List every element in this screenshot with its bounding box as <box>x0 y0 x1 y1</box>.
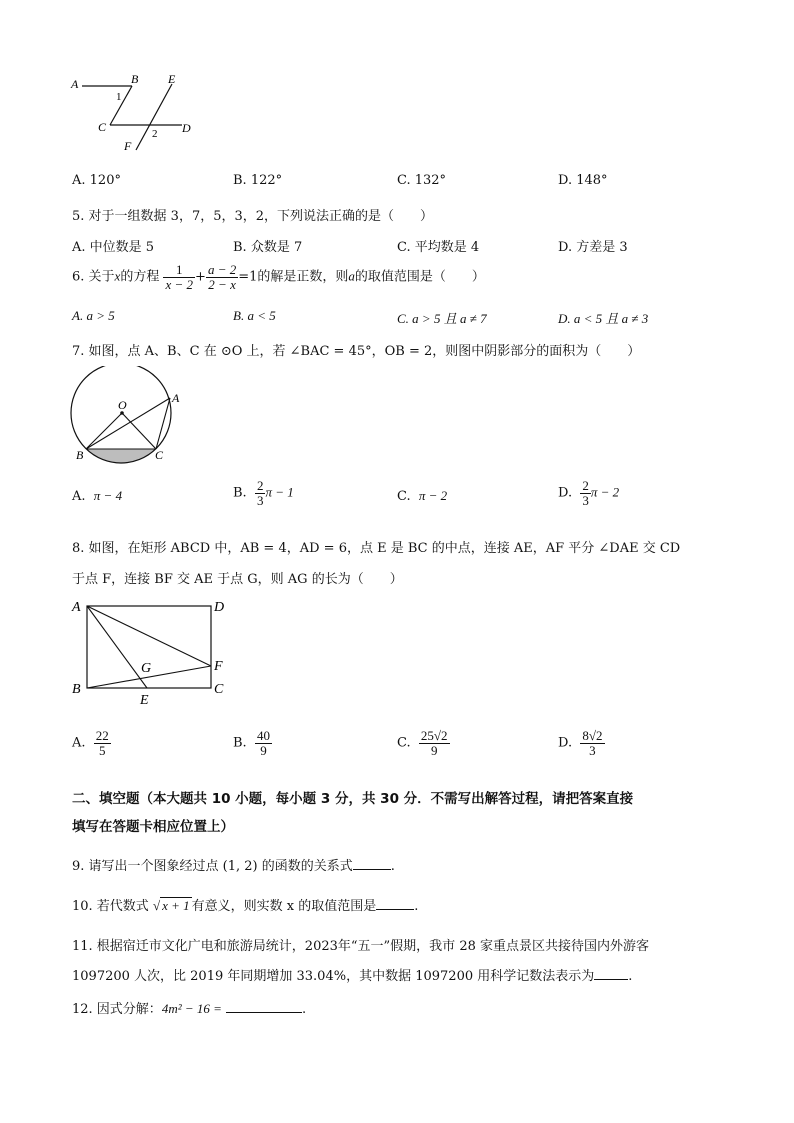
q8-option-d: D. $\frac{8√2}{3}$ <box>558 728 603 758</box>
q4-option-a: A. 120° <box>72 173 121 188</box>
circle-figure <box>66 366 190 466</box>
rectangle-figure <box>68 596 232 708</box>
q6-text-post: 的解是正数，则 <box>257 269 349 285</box>
q6-fraction-1: $\frac{1}{x - 2}$ <box>165 262 194 292</box>
q12: 12. 因式分解：4m² − 16 = . <box>72 1001 307 1017</box>
section-2-heading-line-2: 填写在答题卡相应位置上） <box>72 819 234 835</box>
shaded-segment <box>86 449 156 463</box>
q5-option-a: A. 中位数是 5 <box>72 240 155 255</box>
q6-fraction-2: $\frac{a - 2}{2 - x}$ <box>207 262 237 292</box>
q8-option-c: C. $\frac{25√2}{9}$ <box>397 728 448 758</box>
q10-text-pre: 10. 若代数式 <box>72 899 149 914</box>
segment-af <box>87 606 211 666</box>
label-c: C <box>214 682 224 697</box>
label-a: A <box>172 391 180 405</box>
label-d: D <box>214 600 225 615</box>
label-b: B <box>72 682 81 697</box>
label-a: A <box>71 77 79 91</box>
q6-plus: + <box>195 269 206 285</box>
segment-oc <box>122 413 156 449</box>
q4-option-b: B. 122° <box>233 173 283 188</box>
label-c: C <box>98 120 107 134</box>
q6-option-d: D. a < 5 且 a ≠ 3 <box>558 311 649 326</box>
q5-stem: 5. 对于一组数据 3，7，5，3，2，下列说法正确的是（ ） <box>72 209 434 224</box>
label-e: E <box>168 72 176 86</box>
q8-option-b: B. $\frac{40}{9}$ <box>233 728 270 758</box>
angle-1-label: 1 <box>116 91 122 103</box>
q6-equals: =1 <box>238 269 258 285</box>
q12-expression: 4m² − 16 = <box>161 1001 222 1016</box>
q5-option-c: C. 平均数是 4 <box>397 240 480 255</box>
q12-answer-blank[interactable] <box>226 1000 302 1013</box>
q4-option-d: D. 148° <box>558 173 608 188</box>
q11-line-2: 1097200 人次，比 2019 年同期增加 33.04%，其中数据 1097200 用科学记数法表示为 . <box>72 969 633 984</box>
q8-line-1: 8. 如图，在矩形 ABCD 中，AB = 4，AD = 6，点 E 是 BC 的中点，连接 AE，AF 平分 ∠DAE 交 CD <box>72 541 681 556</box>
label-b: B <box>76 448 84 462</box>
q6-text-pre: 6. 关于 <box>72 269 115 285</box>
q11-answer-blank[interactable] <box>594 967 628 980</box>
q7-stem: 7. 如图，点 A、B、C 在 ⊙O 上，若 ∠BAC = 45°，OB = 2，则图中阴影部分的面积为（ ） <box>72 344 641 359</box>
q12-text-pre: 12. 因式分解： <box>72 1002 162 1017</box>
q10-text-post: 有意义，则实数 x 的取值范围是 <box>191 899 377 914</box>
q5-option-b: B. 众数是 7 <box>233 240 303 255</box>
line-ef <box>136 84 172 150</box>
q6-var-a: a <box>348 268 355 284</box>
q9-answer-blank[interactable] <box>353 857 391 870</box>
label-e: E <box>140 693 149 708</box>
q8-option-a: A. $\frac{22}{5}$ <box>72 728 109 758</box>
label-g: G <box>141 661 152 676</box>
q10-radical: √ x + 1 <box>152 898 190 913</box>
q6-text-mid: 的方程 <box>120 269 160 285</box>
parallel-lines-figure <box>68 70 198 158</box>
section-2-heading-line-1: 二、填空题（本大题共 10 小题，每小题 3 分，共 30 分．不需写出解答过程，请把答案直接 <box>72 791 634 807</box>
q6-stem <box>72 263 485 291</box>
q8-line-2: 于点 F，连接 BF 交 AE 于点 G，则 AG 的长为（ ） <box>72 572 403 587</box>
q11-text: 1097200 人次，比 2019 年同期增加 33.04%，其中数据 1097200 用科学记数法表示为 <box>72 969 595 984</box>
q10-answer-blank[interactable] <box>376 897 414 910</box>
segment-ba <box>86 398 170 449</box>
q9: 9. 请写出一个图象经过点 (1, 2) 的函数的关系式 . <box>72 859 395 874</box>
q11-line-1: 11. 根据宿迁市文化广电和旅游局统计，2023年“五一”假期，我市 28 家重点景区共接待国内外游客 <box>72 939 649 954</box>
q7-option-a: A. π − 4 <box>72 488 123 504</box>
label-o: O <box>118 398 127 412</box>
q5-option-d: D. 方差是 3 <box>558 240 628 255</box>
q6-option-c: C. a > 5 且 a ≠ 7 <box>397 311 487 326</box>
label-b: B <box>131 72 139 86</box>
q7-option-b: B. $\frac{2}{3}$ π − 1 <box>233 478 294 508</box>
label-d: D <box>182 121 191 135</box>
label-a: A <box>72 600 81 615</box>
q7-option-c: C. π − 2 <box>397 488 448 504</box>
label-f: F <box>214 659 223 674</box>
q6-text-end: 的取值范围是（ ） <box>354 269 485 285</box>
angle-2-label: 2 <box>152 128 158 140</box>
q7-option-d: D. $\frac{2}{3}$ π − 2 <box>558 478 620 508</box>
q4-option-c: C. 132° <box>397 173 447 188</box>
q6-option-b: B. a < 5 <box>233 308 276 323</box>
segment-ae <box>87 606 147 688</box>
label-c: C <box>155 448 164 462</box>
q9-text: 9. 请写出一个图象经过点 (1, 2) 的函数的关系式 <box>72 859 353 874</box>
label-f: F <box>124 139 132 153</box>
q6-option-a: A. a > 5 <box>72 308 115 323</box>
q6-var-x: x <box>114 268 121 284</box>
q10: 10. 若代数式 √ x + 1 有意义，则实数 x 的取值范围是 . <box>72 898 419 914</box>
